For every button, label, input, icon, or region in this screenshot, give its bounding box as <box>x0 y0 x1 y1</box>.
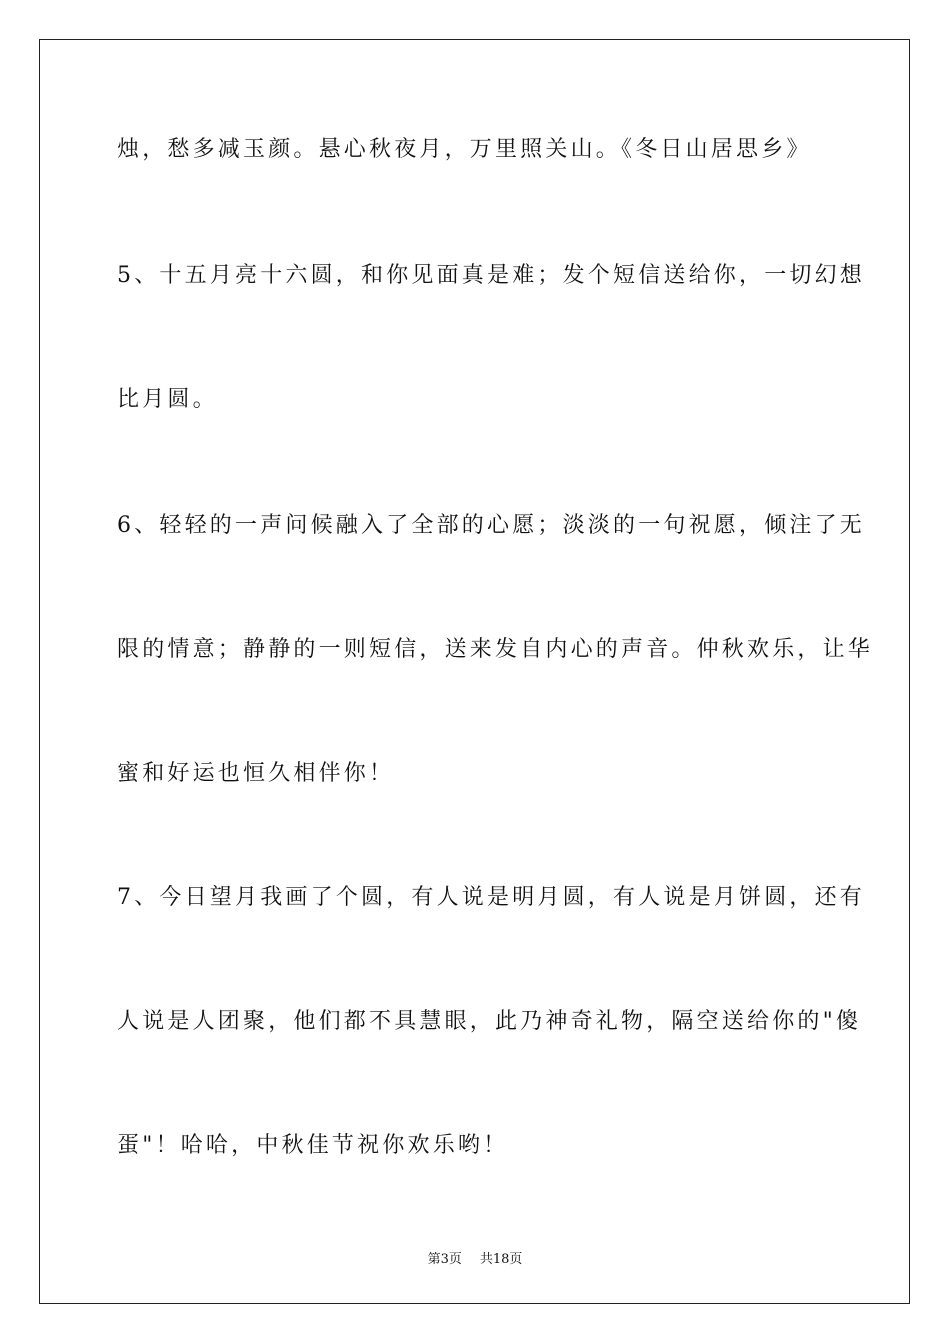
text-line-5: 限的情意；静静的一则短信，送来发自内心的声音。仲秋欢乐，让华 <box>117 637 874 662</box>
text-line-8: 人说是人团聚，他们都不具慧眼，此乃神奇礼物，隔空送给你的"傻 <box>117 1009 862 1034</box>
text-line-4: 6、轻轻的一声问候融入了全部的心愿；淡淡的一句祝愿，倾注了无 <box>117 513 865 538</box>
page-border <box>39 39 910 1304</box>
page-footer <box>0 1248 950 1267</box>
text-line-9: 蛋"！哈哈，中秋佳节祝你欢乐哟！ <box>117 1133 509 1158</box>
text-line-2: 5、十五月亮十六圆，和你见面真是难；发个短信送给你，一切幻想 <box>117 263 865 288</box>
text-line-7: 7、今日望月我画了个圆，有人说是明月圆，有人说是月饼圆，还有 <box>117 885 865 910</box>
text-line-3: 比月圆。 <box>117 387 218 412</box>
page-number-current: 第3页 <box>427 1252 462 1267</box>
text-line-1: 烛，愁多减玉颜。悬心秋夜月，万里照关山。《冬日山居思乡》 <box>117 137 812 162</box>
text-line-6: 蜜和好运也恒久相伴你！ <box>117 761 395 786</box>
page-number-total: 共18页 <box>479 1252 523 1267</box>
